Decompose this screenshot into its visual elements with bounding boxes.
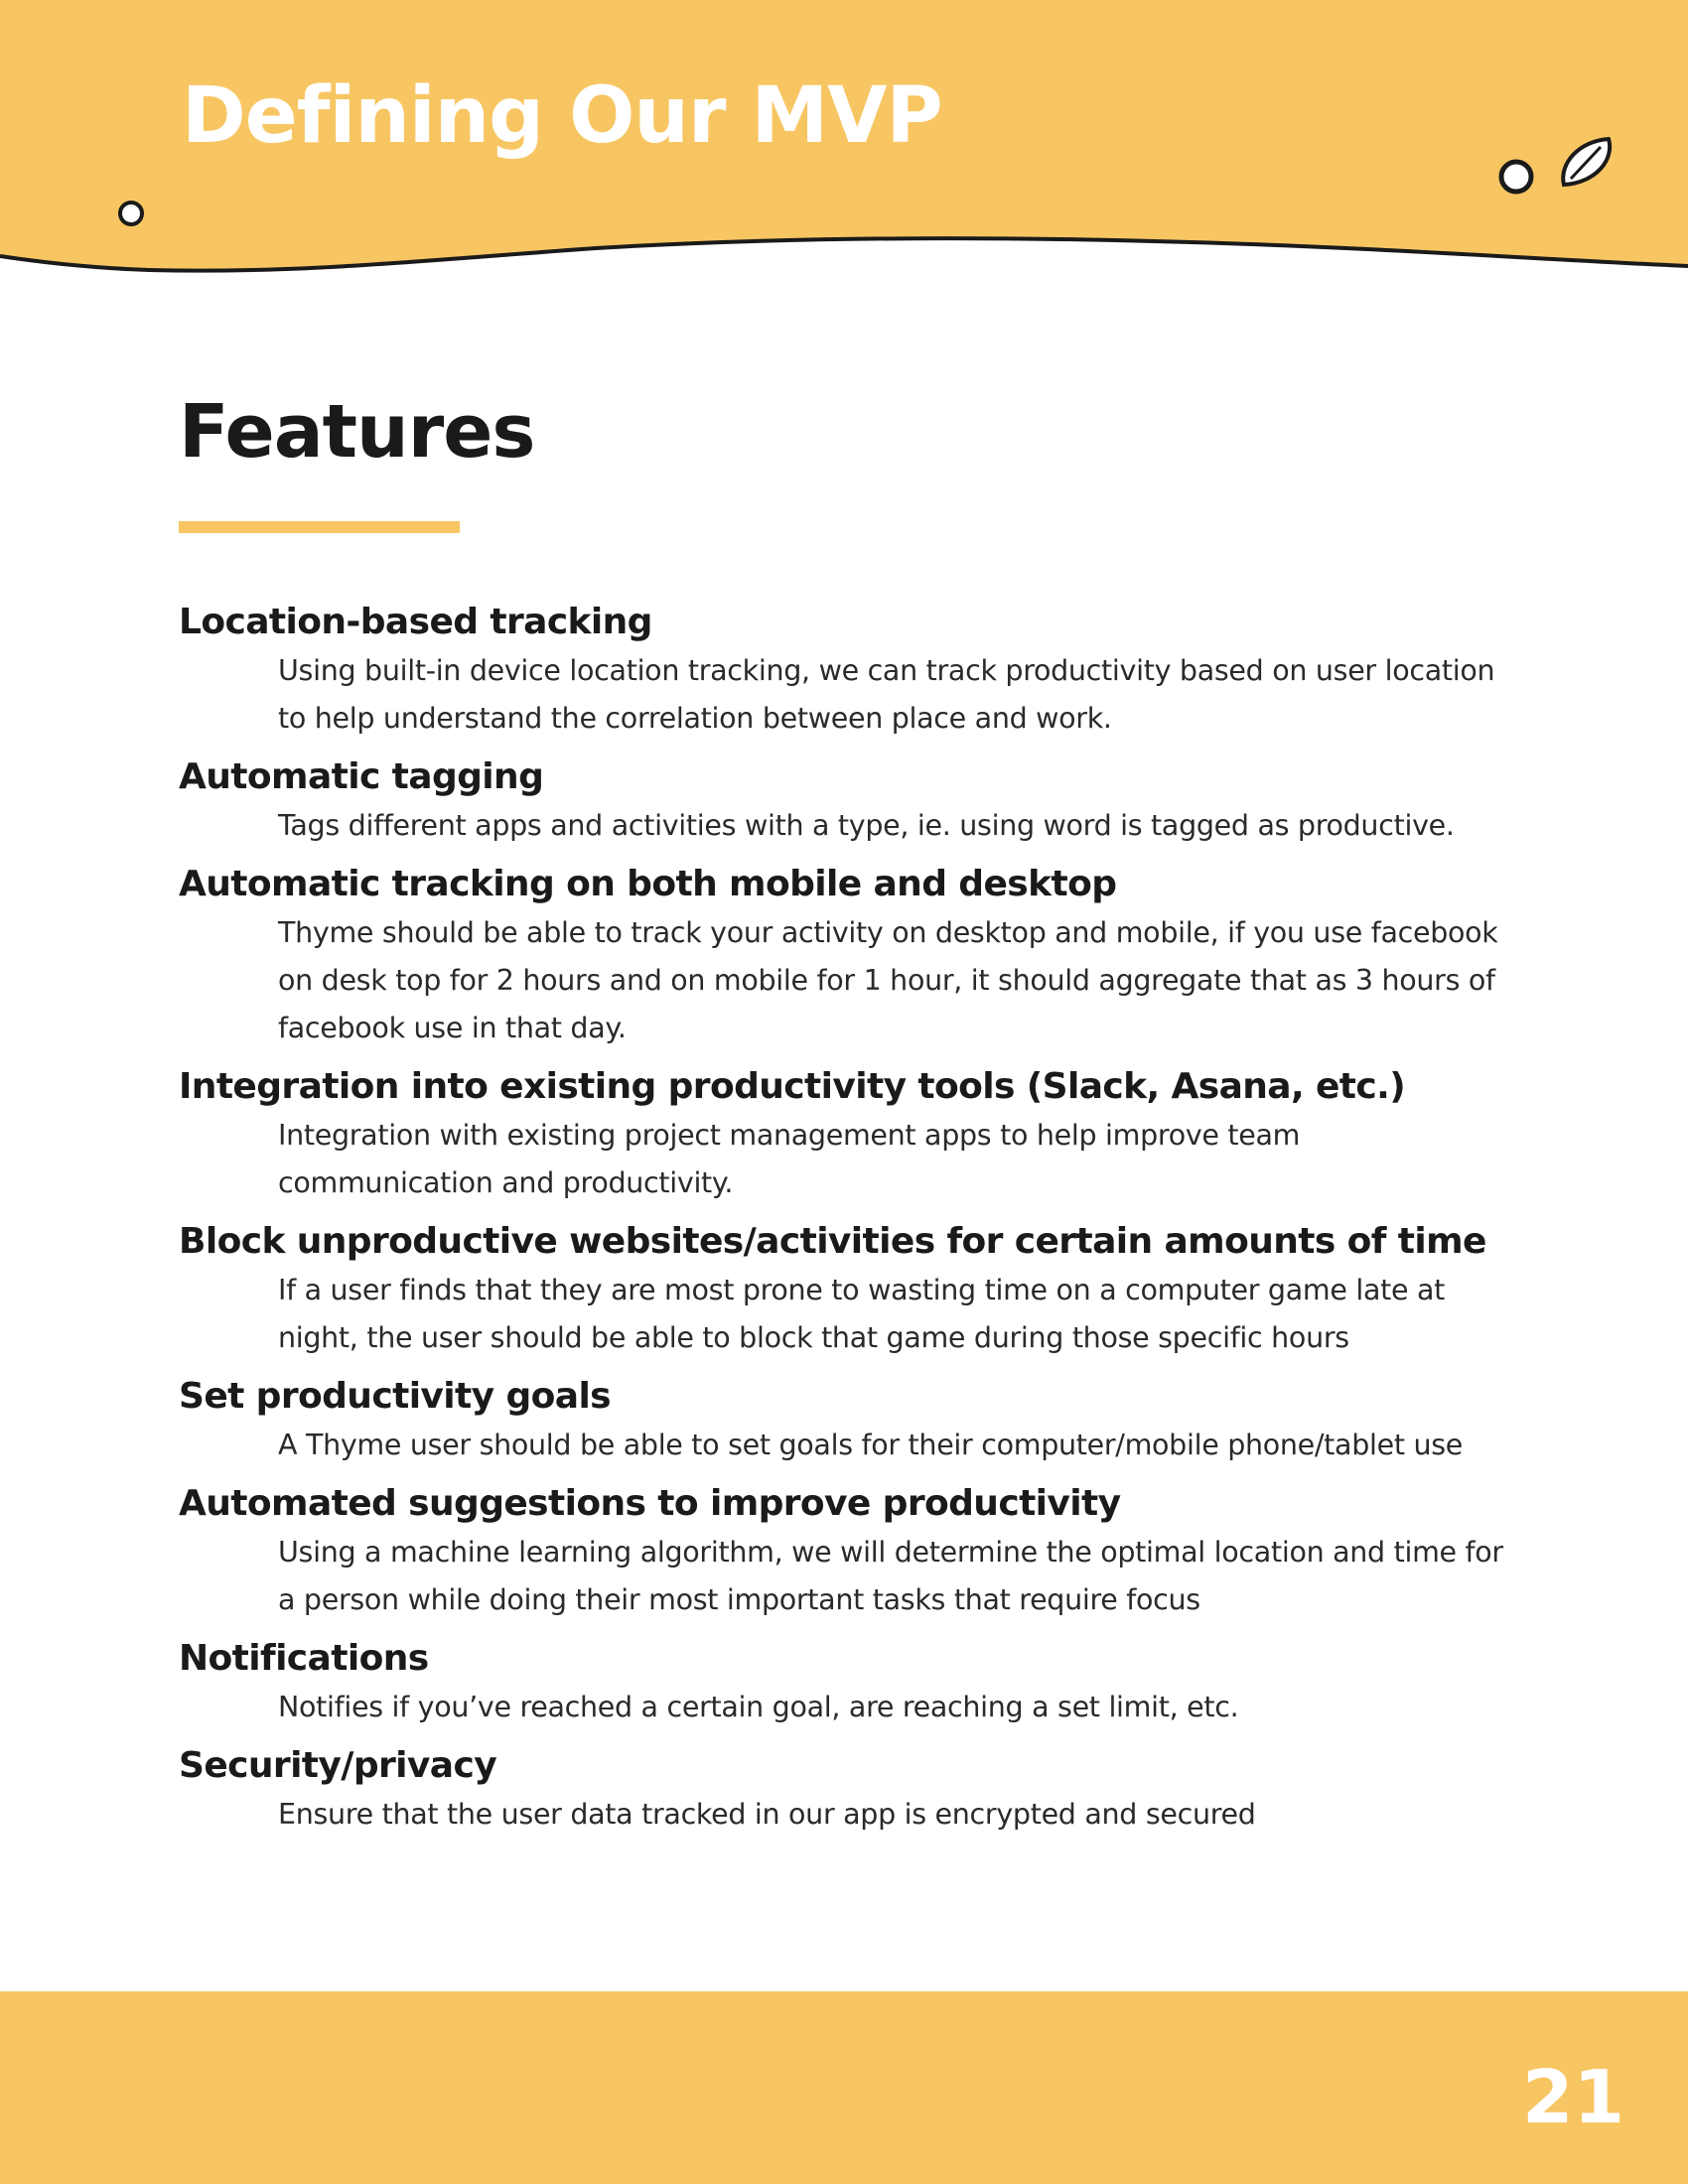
footer-band bbox=[0, 1991, 1688, 2184]
feature-description: Ensure that the user data tracked in our app is encrypted and secured bbox=[278, 1798, 1256, 1831]
feature-description: Integration with existing project management apps to help improve team communication and productivity. bbox=[278, 1119, 1301, 1199]
feature-description: Notifies if you’ve reached a certain goal, are reaching a set limit, etc. bbox=[278, 1691, 1239, 1723]
page-title: Defining Our MVP bbox=[182, 71, 942, 161]
feature-item bbox=[179, 1062, 1509, 1207]
feature-title: Location-based tracking bbox=[179, 602, 652, 642]
feature-description: A Thyme user should be able to set goals for their computer/mobile phone/tablet use bbox=[278, 1429, 1464, 1461]
feature-description: Thyme should be able to track your activity on desktop and mobile, if you use facebook on desk top for 2 hours and on mobile for 1 hour, it should aggregate that as 3 hours of facebook use in that day. bbox=[278, 916, 1498, 1044]
feature-title: Set productivity goals bbox=[179, 1376, 612, 1417]
feature-title: Automatic tracking on both mobile and desktop bbox=[179, 864, 1117, 904]
feature-description: Tags different apps and activities with a type, ie. using word is tagged as productive. bbox=[278, 809, 1455, 842]
feature-title: Automatic tagging bbox=[179, 756, 544, 797]
feature-item bbox=[179, 1479, 1509, 1624]
section-heading: Features bbox=[179, 389, 535, 475]
feature-item bbox=[179, 1741, 1509, 1839]
feature-title: Security/privacy bbox=[179, 1745, 497, 1786]
feature-item bbox=[179, 1634, 1509, 1731]
feature-item bbox=[179, 1217, 1509, 1362]
feature-description: Using a machine learning algorithm, we will determine the optimal location and time for a person while doing their most important tasks that require focus bbox=[278, 1536, 1503, 1616]
feature-title: Notifications bbox=[179, 1638, 429, 1679]
feature-description: Using built-in device location tracking, we can track productivity based on user location to help understand the correlation between place and work. bbox=[278, 654, 1495, 735]
ring-icon bbox=[120, 203, 142, 224]
feature-title: Block unproductive websites/activities for certain amounts of time bbox=[179, 1221, 1486, 1262]
feature-item bbox=[179, 860, 1509, 1052]
feature-title: Integration into existing productivity tools (Slack, Asana, etc.) bbox=[179, 1066, 1406, 1107]
feature-description: If a user finds that they are most prone to wasting time on a computer game late at night, the user should be able to block that game during those specific hours bbox=[278, 1274, 1446, 1354]
feature-title: Automated suggestions to improve productivity bbox=[179, 1483, 1121, 1524]
feature-item bbox=[179, 1372, 1509, 1469]
ring-icon bbox=[1501, 162, 1531, 192]
feature-item bbox=[179, 598, 1509, 743]
page-number: 21 bbox=[1522, 2055, 1624, 2140]
feature-list bbox=[179, 598, 1509, 1848]
feature-item bbox=[179, 752, 1509, 850]
heading-underline bbox=[179, 521, 460, 533]
